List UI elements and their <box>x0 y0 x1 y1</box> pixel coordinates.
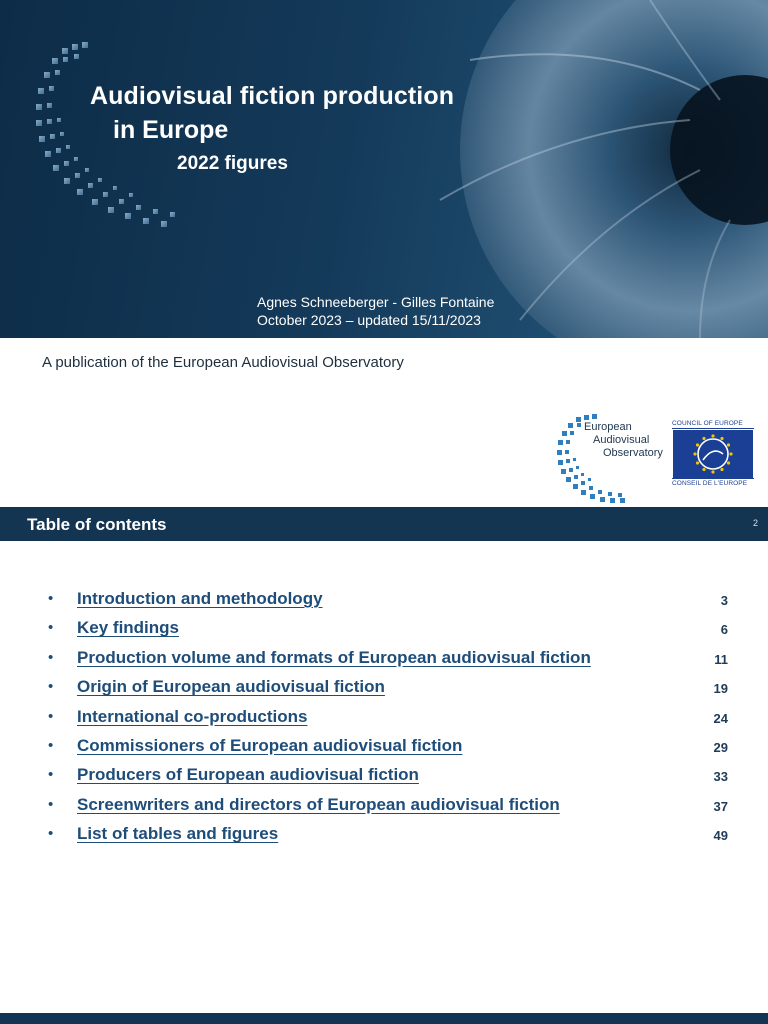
bullet-icon: • <box>48 795 54 813</box>
toc-page-number: 19 <box>713 681 728 697</box>
coe-divider <box>672 428 754 429</box>
slide-page-number: 2 <box>752 518 758 528</box>
toc-item <box>0 648 768 677</box>
toc-list <box>0 589 768 854</box>
camera-lens-background-image <box>0 0 768 338</box>
bullet-icon: • <box>48 707 54 725</box>
toc-header-bar <box>0 507 768 541</box>
observatory-line-2: Audiovisual <box>593 434 650 446</box>
toc-page-number: 3 <box>720 593 728 608</box>
toc-page-number: 49 <box>713 828 728 844</box>
toc-page-number: 6 <box>720 622 728 638</box>
toc-item <box>0 618 768 647</box>
toc-link[interactable]: Origin of European audiovisual fiction <box>77 677 385 697</box>
observatory-line-3: Observatory <box>603 447 663 459</box>
toc-item <box>0 765 768 794</box>
bullet-icon: • <box>48 678 54 696</box>
observatory-logo-text <box>584 421 663 460</box>
toc-link[interactable]: International co-productions <box>77 706 308 726</box>
toc-link[interactable]: Screenwriters and directors of European audiovisual fiction <box>77 794 560 814</box>
toc-page-number: 11 <box>714 651 728 667</box>
toc-item <box>0 677 768 706</box>
bullet-icon: • <box>48 590 54 607</box>
toc-item <box>0 707 768 736</box>
toc-item <box>0 589 768 618</box>
footer-bar <box>0 1013 768 1024</box>
authors: Agnes Schneeberger - Gilles Fontaine <box>257 294 495 310</box>
coe-flag <box>673 430 753 478</box>
toc-item <box>0 795 768 824</box>
toc-link[interactable]: Key findings <box>77 618 180 638</box>
bullet-icon: • <box>48 766 54 784</box>
bullet-icon: • <box>48 825 54 843</box>
publication-date: October 2023 – updated 15/11/2023 <box>257 312 481 328</box>
toc-link[interactable]: Introduction and methodology <box>77 589 323 608</box>
cover-title-line-2: in Europe <box>113 116 229 144</box>
cover-title-line-1: Audiovisual fiction production <box>90 82 455 110</box>
coe-divider <box>672 478 754 479</box>
toc-link[interactable]: Production volume and formats of European audiovisual fiction <box>77 647 591 667</box>
bullet-icon: • <box>48 736 54 754</box>
coe-label-fr: CONSEIL DE L'EUROPE <box>672 480 748 487</box>
coe-emblem-icon <box>673 430 753 478</box>
cover-slide <box>0 0 768 338</box>
observatory-line-1: European <box>584 421 632 433</box>
toc-link[interactable]: Producers of European audiovisual fiction <box>77 765 419 785</box>
toc-link[interactable]: List of tables and figures <box>77 824 279 844</box>
toc-link[interactable]: Commissioners of European audiovisual fiction <box>77 735 463 755</box>
toc-page-number: 24 <box>713 710 728 726</box>
bullet-icon: • <box>48 648 54 666</box>
toc-page-number: 37 <box>713 798 728 814</box>
toc-item <box>0 736 768 765</box>
cover-subtitle: 2022 figures <box>177 153 288 174</box>
bullet-icon: • <box>48 619 54 637</box>
toc-page-number: 29 <box>713 739 728 755</box>
toc-item <box>0 824 768 853</box>
coe-label-en: COUNCIL OF EUROPE <box>672 420 743 427</box>
toc-page-number: 33 <box>713 769 728 785</box>
toc-title: Table of contents <box>27 515 167 534</box>
cover-authors-block <box>257 293 494 329</box>
publication-note: A publication of the European Audiovisual Observatory <box>42 354 404 371</box>
